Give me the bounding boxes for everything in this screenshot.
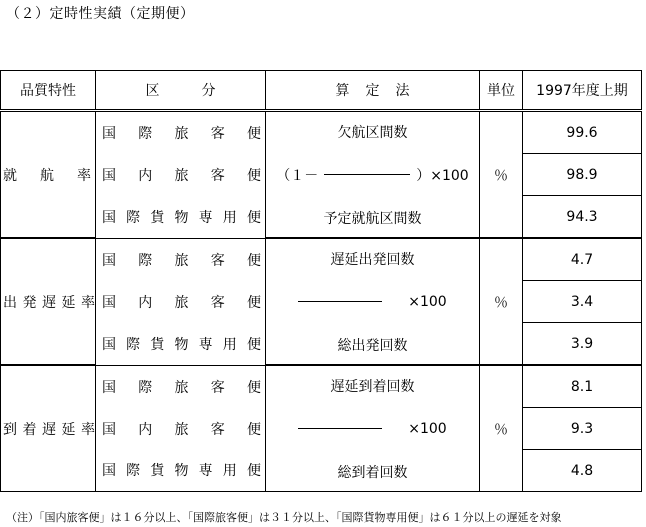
category-char: 際 bbox=[138, 379, 153, 396]
quality-label-char: 遅 bbox=[42, 421, 56, 438]
category-char: 旅 bbox=[174, 252, 189, 269]
value-cell: 4.8 bbox=[523, 450, 642, 492]
fraction-bar bbox=[324, 174, 410, 175]
formula-numerator: 欠航区間数 bbox=[337, 124, 408, 141]
quality-label-char: 就 bbox=[3, 167, 17, 184]
formula-prefix: （１－ bbox=[276, 167, 319, 184]
formula-flight-rate bbox=[266, 111, 480, 239]
quality-label-char: 延 bbox=[61, 421, 76, 438]
quality-label-char: 到 bbox=[3, 421, 17, 438]
formula-numerator: 遅延出発回数 bbox=[330, 251, 415, 268]
value-cell: 8.1 bbox=[523, 365, 642, 408]
category-char: 物 bbox=[174, 336, 189, 353]
category-char: 国 bbox=[102, 463, 116, 480]
category-char: 際 bbox=[126, 463, 141, 480]
category-char: 便 bbox=[247, 167, 261, 184]
category-char: 貨 bbox=[150, 209, 165, 226]
page-heading: （２）定時性実績（定期便） bbox=[6, 6, 195, 22]
quality-label-arrival-delay bbox=[1, 365, 96, 492]
category-char: 客 bbox=[210, 294, 225, 311]
category-char: 旅 bbox=[174, 167, 189, 184]
fraction-bar bbox=[298, 428, 382, 429]
header-category-char: 分 bbox=[201, 83, 216, 99]
value-cell: 3.4 bbox=[523, 281, 642, 323]
value-cell: 99.6 bbox=[523, 111, 642, 154]
value-cell: 94.3 bbox=[523, 196, 642, 239]
category-cell bbox=[96, 154, 266, 196]
quality-label-char: 出 bbox=[3, 294, 17, 311]
quality-label-char: 発 bbox=[22, 294, 37, 311]
formula-numerator: 遅延到着回数 bbox=[330, 378, 415, 395]
category-char: 物 bbox=[174, 209, 189, 226]
quality-label-char: 着 bbox=[22, 421, 37, 438]
category-char: 用 bbox=[222, 463, 237, 480]
category-char: 便 bbox=[247, 252, 261, 269]
category-char: 内 bbox=[138, 294, 153, 311]
quality-label-char: 率 bbox=[77, 167, 91, 184]
header-formula-char: 定 bbox=[365, 83, 380, 99]
header-category bbox=[96, 71, 266, 111]
category-char: 旅 bbox=[174, 125, 189, 142]
header-formula bbox=[266, 71, 480, 111]
category-char: 便 bbox=[247, 125, 261, 142]
category-char: 内 bbox=[138, 167, 153, 184]
category-char: 国 bbox=[102, 209, 116, 226]
unit-cell: ％ bbox=[480, 111, 523, 239]
header-formula-char: 算 bbox=[335, 83, 350, 99]
category-char: 便 bbox=[246, 336, 261, 353]
category-char: 客 bbox=[210, 252, 225, 269]
category-cell bbox=[96, 323, 266, 366]
unit-cell: ％ bbox=[480, 238, 523, 365]
category-char: 客 bbox=[210, 421, 225, 438]
category-char: 国 bbox=[102, 252, 116, 269]
category-char: 用 bbox=[222, 336, 237, 353]
category-char: 国 bbox=[102, 379, 116, 396]
quality-label-char: 遅 bbox=[42, 294, 56, 311]
category-char: 客 bbox=[210, 379, 225, 396]
category-cell bbox=[96, 111, 266, 154]
header-period: 1997年度上期 bbox=[523, 71, 642, 111]
header-row bbox=[1, 71, 642, 111]
header-unit: 単位 bbox=[480, 71, 523, 111]
category-cell bbox=[96, 281, 266, 323]
value-cell: 9.3 bbox=[523, 408, 642, 450]
table-row bbox=[1, 238, 642, 281]
formula-suffix: ×100 bbox=[408, 293, 447, 310]
category-char: 国 bbox=[102, 336, 116, 353]
category-char: 便 bbox=[246, 209, 261, 226]
formula-denominator: 予定就航区間数 bbox=[323, 210, 422, 227]
category-char: 便 bbox=[247, 421, 261, 438]
value-cell: 4.7 bbox=[523, 238, 642, 281]
punctuality-table bbox=[0, 70, 642, 492]
category-char: 貨 bbox=[150, 336, 165, 353]
category-cell bbox=[96, 196, 266, 239]
quality-label-char: 延 bbox=[61, 294, 76, 311]
category-char: 便 bbox=[247, 294, 261, 311]
category-char: 専 bbox=[198, 209, 213, 226]
fraction-bar bbox=[298, 301, 382, 302]
category-char: 際 bbox=[138, 252, 153, 269]
category-char: 貨 bbox=[150, 463, 165, 480]
category-char: 旅 bbox=[174, 294, 189, 311]
header-formula-char: 法 bbox=[395, 83, 410, 99]
value-cell: 3.9 bbox=[523, 323, 642, 366]
category-char: 国 bbox=[102, 167, 116, 184]
table-row bbox=[1, 111, 642, 154]
category-cell bbox=[96, 408, 266, 450]
category-char: 客 bbox=[210, 167, 225, 184]
table-row bbox=[1, 365, 642, 408]
category-char: 便 bbox=[247, 379, 261, 396]
footnote: （注）「国内旅客便」は１６分以上、「国際旅客便」は３１分以上、「国際貨物専用便」は６１分以上の遅延を対象 bbox=[6, 511, 562, 524]
header-category-char: 区 bbox=[145, 83, 160, 99]
quality-label-flight-rate bbox=[1, 111, 96, 239]
category-char: 専 bbox=[198, 336, 213, 353]
formula-suffix: ×100 bbox=[408, 420, 447, 437]
header-quality: 品質特性 bbox=[1, 71, 96, 111]
quality-label-char: 航 bbox=[40, 167, 54, 184]
category-char: 国 bbox=[102, 421, 116, 438]
category-char: 国 bbox=[102, 125, 116, 142]
formula-denominator: 総到着回数 bbox=[337, 464, 408, 481]
category-cell bbox=[96, 450, 266, 492]
quality-label-char: 率 bbox=[81, 421, 95, 438]
category-char: 専 bbox=[198, 463, 213, 480]
unit-cell: ％ bbox=[480, 365, 523, 492]
category-char: 旅 bbox=[174, 379, 189, 396]
category-char: 旅 bbox=[174, 421, 189, 438]
category-char: 物 bbox=[174, 463, 189, 480]
value-cell: 98.9 bbox=[523, 154, 642, 196]
category-char: 客 bbox=[210, 125, 225, 142]
category-cell bbox=[96, 365, 266, 408]
formula-suffix: ）×100 bbox=[416, 167, 469, 184]
category-char: 国 bbox=[102, 294, 116, 311]
category-cell bbox=[96, 238, 266, 281]
category-char: 際 bbox=[138, 125, 153, 142]
category-char: 際 bbox=[126, 336, 141, 353]
category-char: 用 bbox=[222, 209, 237, 226]
formula-departure-delay bbox=[266, 238, 480, 365]
category-char: 際 bbox=[126, 209, 141, 226]
quality-label-char: 率 bbox=[81, 294, 95, 311]
formula-arrival-delay bbox=[266, 365, 480, 492]
category-char: 内 bbox=[138, 421, 153, 438]
quality-label-departure-delay bbox=[1, 238, 96, 365]
formula-denominator: 総出発回数 bbox=[337, 337, 408, 354]
category-char: 便 bbox=[246, 463, 261, 480]
